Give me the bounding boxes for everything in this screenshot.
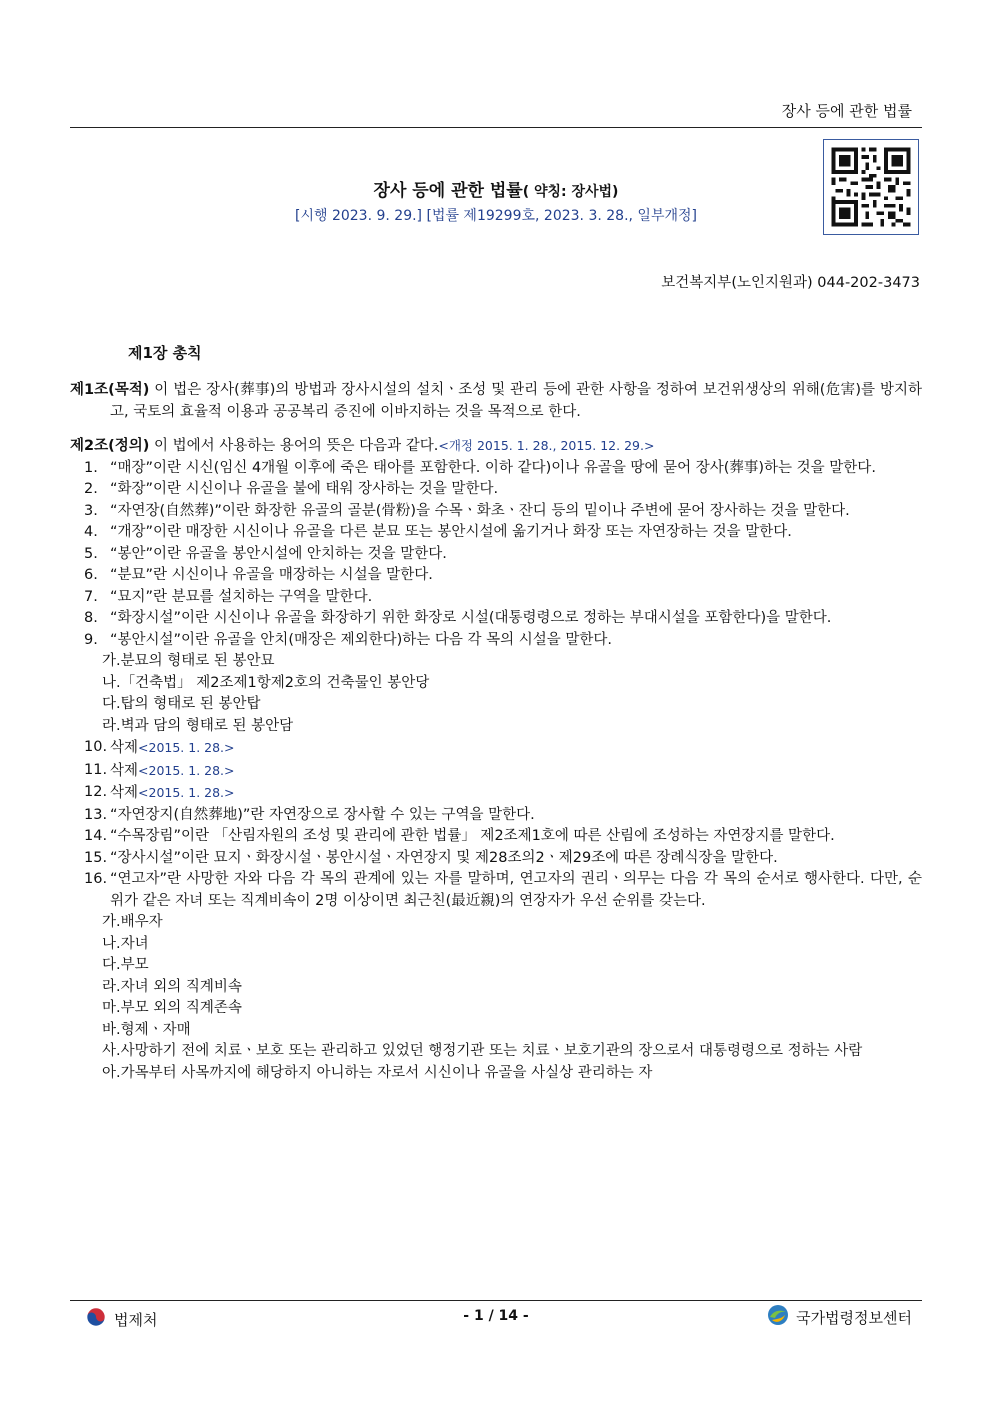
law-title-main: 장사 등에 관한 법률 (373, 181, 523, 201)
list-item: 15. “장사시설”이란 묘지ㆍ화장시설ㆍ봉안시설ㆍ자연장지 및 제28조의2ㆍ제29조에 따른 장례식장을 말한다. (84, 849, 778, 866)
list-item: 9. “봉안시설”이란 유골을 안치(매장은 제외한다)하는 다음 각 목의 시설을 말한다. (84, 631, 613, 648)
list-item-deleted: 10. 삭제<2015. 1. 28.> (84, 739, 235, 756)
article-2 (70, 435, 922, 1084)
footer-divider (70, 1300, 922, 1301)
article-1 (70, 380, 922, 423)
list-item: 8. “화장시설”이란 시신이나 유골을 화장하기 위한 화장로 시설(대통령령으로 정하는 부대시설을 포함한다)을 말한다. (84, 610, 832, 626)
law-title (0, 176, 992, 201)
sub-list-item: 아.가목부터 사목까지에 해당하지 아니하는 자로서 시신이나 유골을 사실상 관리하는 자 (102, 1064, 653, 1081)
ministry-contact: 보건복지부(노인지원과) 044-202-3473 (661, 275, 920, 291)
list-item: 3. “자연장(自然葬)”이란 화장한 유골의 골분(骨粉)을 수목ㆍ화초ㆍ잔디 등의 밑이나 주변에 묻어 장사하는 것을 말한다. (84, 502, 850, 519)
chapter-heading: 제1장 총칙 (128, 344, 202, 362)
list-item: 7. “묘지”란 분묘를 설치하는 구역을 말한다. (84, 588, 373, 605)
sub-list-item: 사.사망하기 전에 치료ㆍ보호 또는 관리하고 있었던 행정기관 또는 치료ㆍ보호기관의 장으로서 대통령령으로 정하는 사람 (102, 1043, 863, 1059)
amendment-note: <개정 2015. 1. 28., 2015. 12. 29.> (438, 438, 655, 453)
law-body (70, 380, 922, 1084)
sub-list-item: 바.형제ㆍ자매 (102, 1021, 191, 1038)
running-header: 장사 등에 관한 법률 (781, 102, 912, 120)
footer-right (766, 1303, 912, 1331)
sub-list-item: 나.「건축법」 제2조제1항제2호의 건축물인 봉안당 (102, 674, 430, 691)
article-1-heading: 제1조(목적) (70, 382, 150, 398)
list-item: 16. “연고자”란 사망한 자와 다음 각 목의 관계에 있는 자를 말하며, 연고자의 권리ㆍ의무는 다음 각 목의 순서로 행사한다. 다만, 순위가 같은 자녀 또는 직계비속이 2명 이상이면 최근친(最近親)의 연장자가 우선 순위를 갖는다. (84, 871, 922, 909)
list-item: 13. “자연장지(自然葬地)”란 자연장으로 장사할 수 있는 구역을 말한다. (84, 806, 535, 823)
sub-list-item: 나.자녀 (102, 935, 149, 952)
list-item: 6. “분묘”란 시신이나 유골을 매장하는 시설을 말한다. (84, 567, 433, 583)
sub-list-item: 다.부모 (102, 957, 149, 973)
article-1-text: 이 법은 장사(葬事)의 방법과 장사시설의 설치ㆍ조성 및 관리 등에 관한 사항을 정하여 보건위생상의 위해(危害)를 방지하고, 국토의 효율적 이용과 공공복리 증진에 이바지하는 것을 목적으로 한다. (110, 382, 922, 420)
page-number: - 1 / 14 - (463, 1308, 529, 1324)
law-center-logo-icon (766, 1303, 790, 1331)
sub-list-item: 다.탑의 형태로 된 봉안탑 (102, 696, 261, 712)
sub-list-item: 라.자녀 외의 직계비속 (102, 978, 242, 995)
footer-center-name: 국가법령정보센터 (796, 1308, 912, 1327)
article-2-text: 이 법에서 사용하는 용어의 뜻은 다음과 같다. (149, 438, 439, 454)
list-item: 5. “봉안”이란 유골을 봉안시설에 안치하는 것을 말한다. (84, 545, 447, 562)
list-item-deleted: 11. 삭제<2015. 1. 28.> (84, 761, 235, 779)
header-divider (70, 127, 922, 128)
list-item: 1. “매장”이란 시신(임신 4개월 이후에 죽은 태아를 포함한다. 이하 같다)이나 유골을 땅에 묻어 장사(葬事)하는 것을 말한다. (84, 459, 876, 476)
sub-list-item: 라.벽과 담의 형태로 된 봉안담 (102, 717, 294, 734)
law-title-short: ( 약칭: 장사법) (522, 184, 619, 200)
sub-list-item: 가.배우자 (102, 914, 163, 930)
list-item: 2. “화장”이란 시신이나 유골을 불에 태워 장사하는 것을 말한다. (84, 481, 499, 497)
list-item-deleted: 12. 삭제<2015. 1. 28.> (84, 784, 235, 801)
footer-org-name: 법제처 (114, 1310, 158, 1329)
list-item: 4. “개장”이란 매장한 시신이나 유골을 다른 분묘 또는 봉안시설에 옮기거나 화장 또는 자연장하는 것을 말한다. (84, 524, 792, 540)
law-enforcement-info: [시행 2023. 9. 29.] [법률 제19299호, 2023. 3. 28., 일부개정] (295, 208, 697, 224)
article-2-heading: 제2조(정의) (70, 438, 150, 454)
list-item: 14. “수목장림”이란 「산림자원의 조성 및 관리에 관한 법률」 제2조제1호에 따른 산림에 조성하는 자연장지를 말한다. (84, 828, 835, 844)
sub-list-item: 마.부모 외의 직계존속 (102, 1000, 242, 1016)
sub-list-item: 가.분묘의 형태로 된 봉안묘 (102, 653, 275, 669)
